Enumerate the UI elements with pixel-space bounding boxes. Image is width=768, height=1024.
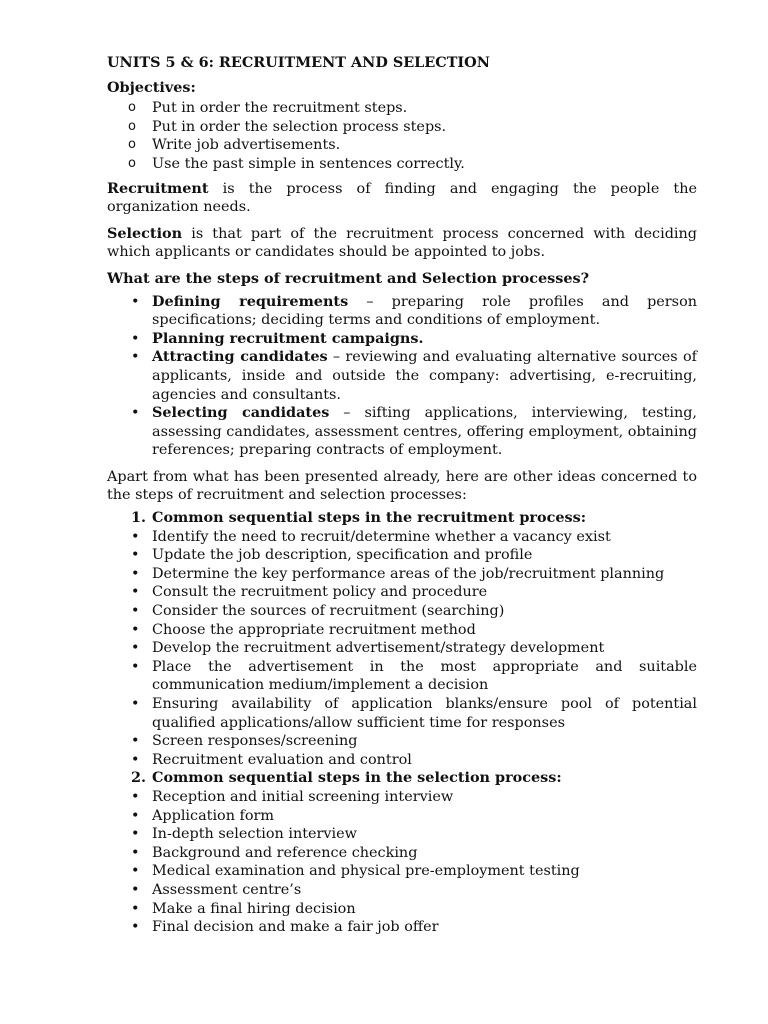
steps-question: What are the steps of recruitment and Selection processes? bbox=[107, 269, 590, 287]
list-item-text: Reception and initial screening interview bbox=[152, 788, 454, 805]
bullet-marker: • bbox=[131, 900, 140, 917]
list-item bbox=[107, 136, 697, 155]
list-item-text: Put in order the recruitment steps. bbox=[152, 100, 408, 117]
recruitment-term: Recruitment bbox=[107, 179, 209, 197]
list-item bbox=[107, 807, 697, 826]
bullet-marker: • bbox=[131, 547, 140, 564]
bullet-marker: • bbox=[131, 863, 140, 880]
bullet-marker: • bbox=[131, 788, 140, 805]
step-text: – sifting applications, interviewing, testing, assessing candidates, assessment centres, offering employment, obtaining references; preparing contracts of employment. bbox=[152, 405, 697, 459]
list-item bbox=[107, 118, 697, 137]
selection-steps-list bbox=[107, 788, 697, 937]
bullet-marker: • bbox=[131, 733, 140, 750]
bullet-marker: • bbox=[131, 658, 140, 675]
list-item-text: Put in order the selection process steps. bbox=[152, 118, 447, 135]
intro-other-ideas: Apart from what has been presented already, here are other ideas concerned to the steps of recruitment and selection processes: bbox=[107, 468, 697, 504]
list-item bbox=[107, 348, 697, 404]
section1-number: 1. bbox=[131, 509, 147, 527]
list-item-text: Background and reference checking bbox=[152, 844, 418, 861]
list-item bbox=[107, 99, 697, 118]
list-item bbox=[107, 546, 697, 565]
list-item bbox=[107, 404, 697, 460]
selection-definition bbox=[107, 225, 697, 262]
list-item-text: Develop the recruitment advertisement/strategy development bbox=[152, 640, 605, 657]
selection-term: Selection bbox=[107, 224, 183, 242]
bullet-marker: o bbox=[128, 118, 136, 134]
list-item bbox=[107, 825, 697, 844]
bullet-marker: • bbox=[131, 330, 140, 347]
list-item-text: Recruitment evaluation and control bbox=[152, 751, 412, 768]
list-item bbox=[107, 602, 697, 621]
recruitment-definition bbox=[107, 180, 697, 217]
list-item-text: Ensuring availability of application blanks/ensure pool of potential qualified applications/allow sufficient time for responses bbox=[152, 696, 697, 731]
bullet-marker: • bbox=[131, 640, 140, 657]
list-item-text: Identify the need to recruit/determine whether a vacancy exist bbox=[152, 528, 611, 545]
bullet-marker: • bbox=[131, 751, 140, 768]
recruitment-text: is the process of finding and engaging the people the organization needs. bbox=[107, 180, 697, 216]
list-item-text: Assessment centre’s bbox=[152, 881, 302, 898]
section1-heading: 1. Common sequential steps in the recruitment process: bbox=[131, 509, 587, 527]
steps-list bbox=[107, 293, 697, 460]
list-item bbox=[107, 293, 697, 330]
bullet-marker: • bbox=[131, 621, 140, 638]
list-item bbox=[107, 695, 697, 732]
list-item bbox=[107, 862, 697, 881]
list-item bbox=[107, 330, 697, 349]
bullet-marker: • bbox=[131, 349, 140, 366]
bullet-marker: • bbox=[131, 528, 140, 545]
list-item-text: Screen responses/screening bbox=[152, 733, 358, 750]
bullet-marker: • bbox=[131, 826, 140, 843]
bullet-marker: • bbox=[131, 881, 140, 898]
list-item-text: Place the advertisement in the most appropriate and suitable communication medium/implement a decision bbox=[152, 658, 697, 694]
list-item bbox=[107, 788, 697, 807]
list-item-text: Medical examination and physical pre-employment testing bbox=[152, 863, 580, 880]
list-item-text: Make a final hiring decision bbox=[152, 900, 356, 917]
recruitment-steps-list bbox=[107, 528, 697, 770]
bullet-marker: • bbox=[131, 405, 140, 422]
list-item bbox=[107, 621, 697, 640]
list-item bbox=[107, 918, 697, 937]
bullet-marker: • bbox=[131, 293, 140, 310]
bullet-marker: o bbox=[128, 155, 136, 171]
list-item bbox=[107, 639, 697, 658]
objectives-heading: Objectives: bbox=[107, 78, 196, 96]
list-item-text: Final decision and make a fair job offer bbox=[152, 919, 439, 936]
list-item bbox=[107, 658, 697, 695]
list-item bbox=[107, 751, 697, 770]
bullet-marker: o bbox=[128, 137, 136, 153]
bullet-marker: • bbox=[131, 807, 140, 824]
bullet-marker: • bbox=[131, 584, 140, 601]
list-item bbox=[107, 881, 697, 900]
list-item-text: Determine the key performance areas of the job/recruitment planning bbox=[152, 565, 665, 582]
list-item-text: In-depth selection interview bbox=[152, 826, 357, 843]
list-item-text: Choose the appropriate recruitment method bbox=[152, 621, 476, 638]
objectives-list bbox=[107, 99, 697, 173]
list-item-text: Consult the recruitment policy and procedure bbox=[152, 584, 488, 601]
bullet-marker: o bbox=[128, 100, 136, 116]
section2-heading: 2. Common sequential steps in the selection process: bbox=[131, 769, 562, 787]
step-term: Defining requirements bbox=[152, 292, 349, 310]
list-item-text: Use the past simple in sentences correctly. bbox=[152, 155, 465, 172]
list-item bbox=[107, 565, 697, 584]
bullet-marker: • bbox=[131, 844, 140, 861]
list-item-text: Write job advertisements. bbox=[152, 137, 341, 154]
list-item bbox=[107, 844, 697, 863]
list-item bbox=[107, 900, 697, 919]
list-item-text: Application form bbox=[152, 807, 275, 824]
bullet-marker: • bbox=[131, 603, 140, 620]
list-item-text: Update the job description, specification and profile bbox=[152, 547, 533, 564]
list-item bbox=[107, 732, 697, 751]
step-text: – preparing role profiles and person specifications; deciding terms and conditions of employment. bbox=[152, 293, 698, 329]
step-term: Planning recruitment campaigns. bbox=[152, 329, 424, 347]
section2-heading-list bbox=[107, 769, 697, 788]
list-item bbox=[107, 583, 697, 602]
document-page bbox=[107, 54, 697, 937]
selection-text: is that part of the recruitment process concerned with deciding which applicants or candidates should be appointed to jobs. bbox=[107, 225, 697, 261]
section2-number: 2. bbox=[131, 769, 147, 787]
list-item bbox=[107, 155, 697, 174]
list-item-text: Consider the sources of recruitment (searching) bbox=[152, 603, 505, 620]
bullet-marker: • bbox=[131, 565, 140, 582]
list-item bbox=[107, 528, 697, 547]
step-text: – reviewing and evaluating alternative sources of applicants, inside and outside the company: advertising, e-recruiting, agencies and consultants. bbox=[152, 349, 697, 403]
step-term: Selecting candidates bbox=[152, 404, 330, 422]
bullet-marker: • bbox=[131, 696, 140, 712]
section1-heading-list bbox=[107, 509, 697, 528]
bullet-marker: • bbox=[131, 919, 140, 936]
page-title: UNITS 5 & 6: RECRUITMENT AND SELECTION bbox=[107, 54, 490, 71]
step-term: Attracting candidates bbox=[152, 348, 328, 366]
